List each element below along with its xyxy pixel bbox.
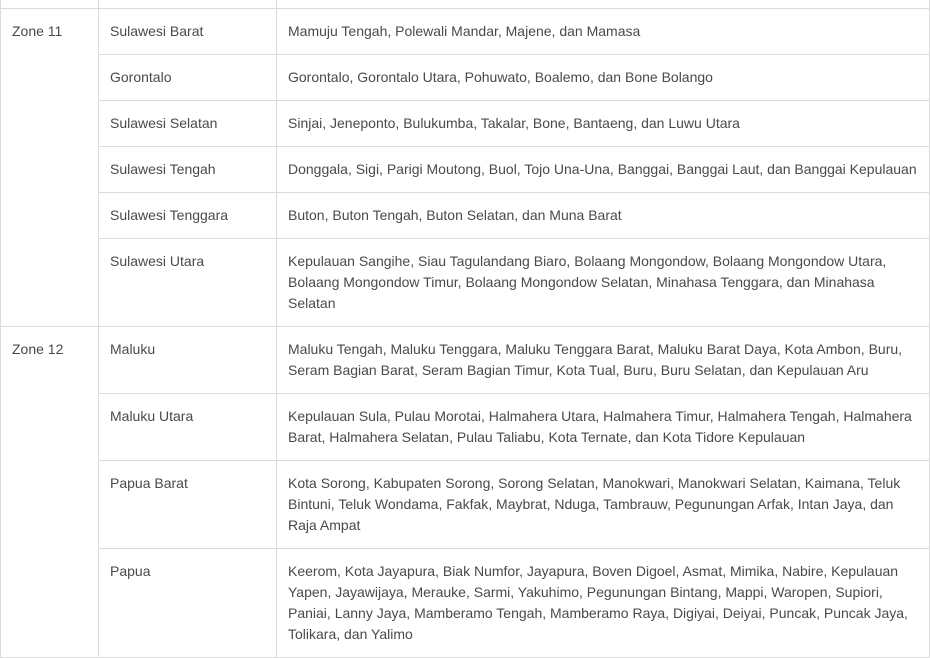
- table-row: [1, 394, 930, 461]
- table-row: [1, 461, 930, 549]
- table-row: [1, 549, 930, 658]
- province-name: Sulawesi Utara: [110, 253, 205, 269]
- districts-cell: [277, 461, 930, 549]
- table-row: [1, 327, 930, 394]
- districts-list: Kepulauan Sangihe, Siau Tagulandang Biaro, Bolaang Mongondow, Bolaang Mongondow Utara, Bolaang Mongondow Timur, Bolaang Mongondow Selatan, Minahasa Tenggara, dan Minahasa Selatan: [288, 253, 887, 311]
- districts-cell: [277, 394, 930, 461]
- table-row: [1, 193, 930, 239]
- province-cell: [99, 461, 277, 549]
- province-cell: [99, 239, 277, 327]
- districts-list: Sinjai, Jeneponto, Bulukumba, Takalar, Bone, Bantaeng, dan Luwu Utara: [288, 115, 740, 131]
- province-name: Sulawesi Tenggara: [110, 207, 229, 223]
- province-cell: [99, 101, 277, 147]
- province-name: Maluku Utara: [110, 408, 194, 424]
- table-row: [1, 9, 930, 55]
- province-cell: [99, 9, 277, 55]
- districts-list: Donggala, Sigi, Parigi Moutong, Buol, Tojo Una-Una, Banggai, Banggai Laut, dan Banggai Kepulauan: [288, 161, 917, 177]
- province-name: Papua Barat: [110, 475, 188, 491]
- districts-list: Kepulauan Sula, Pulau Morotai, Halmahera Utara, Halmahera Timur, Halmahera Tengah, Halmahera Barat, Halmahera Selatan, Pulau Taliabu, Kota Ternate, dan Kota Tidore Kepulauan: [288, 408, 912, 445]
- zone-label: Zone 11: [12, 23, 63, 39]
- districts-list: Gorontalo, Gorontalo Utara, Pohuwato, Boalemo, dan Bone Bolango: [288, 69, 713, 85]
- districts-cell: [277, 193, 930, 239]
- province-name: Sulawesi Selatan: [110, 115, 218, 131]
- zone-cell: [1, 327, 99, 658]
- districts-cell: [277, 9, 930, 55]
- province-cell: [99, 193, 277, 239]
- province-cell: [99, 394, 277, 461]
- districts-cell: [277, 239, 930, 327]
- province-cell-empty: [99, 0, 277, 9]
- province-cell: [99, 55, 277, 101]
- districts-list: Maluku Tengah, Maluku Tenggara, Maluku Tenggara Barat, Maluku Barat Daya, Kota Ambon, Buru, Seram Bagian Barat, Seram Bagian Timur, Kota Tual, Buru, Buru Selatan, dan Kepulauan Aru: [288, 341, 903, 378]
- province-name: Gorontalo: [110, 69, 172, 85]
- table-row: [1, 147, 930, 193]
- districts-list: Keerom, Kota Jayapura, Biak Numfor, Jayapura, Boven Digoel, Asmat, Mimika, Nabire, Kepulauan Yapen, Jayawijaya, Merauke, Sarmi, Yakuhimo, Pegunungan Bintang, Mappi, Waropen, Supiori, Paniai, Lanny Jaya, Mamberamo Tengah, Mamberamo Raya, Digiyai, Deiyai, Puncak, Puncak Jaya, Tolikara, dan Yalimo: [288, 563, 908, 642]
- table-row-top-edge: [1, 0, 930, 9]
- province-name: Sulawesi Barat: [110, 23, 204, 39]
- districts-cell: [277, 147, 930, 193]
- districts-cell: [277, 549, 930, 658]
- districts-cell: [277, 327, 930, 394]
- districts-cell: [277, 55, 930, 101]
- province-name: Papua: [110, 563, 151, 579]
- province-cell: [99, 327, 277, 394]
- table-row: [1, 55, 930, 101]
- zone-cell: [1, 9, 99, 327]
- zone-label: Zone 12: [12, 341, 64, 357]
- districts-cell: [277, 101, 930, 147]
- province-name: Sulawesi Tengah: [110, 161, 216, 177]
- province-cell: [99, 549, 277, 658]
- province-cell: [99, 147, 277, 193]
- zone-table-body: [1, 0, 930, 658]
- districts-cell-empty: [277, 0, 930, 9]
- districts-list: Kota Sorong, Kabupaten Sorong, Sorong Selatan, Manokwari, Manokwari Selatan, Kaimana, Teluk Bintuni, Teluk Wondama, Fakfak, Maybrat, Nduga, Tambrauw, Pegunungan Arfak, Intan Jaya, dan Raja Ampat: [288, 475, 901, 533]
- districts-list: Buton, Buton Tengah, Buton Selatan, dan Muna Barat: [288, 207, 622, 223]
- table-row: [1, 101, 930, 147]
- province-name: Maluku: [110, 341, 156, 357]
- zone-cell-empty: [1, 0, 99, 9]
- districts-list: Mamuju Tengah, Polewali Mandar, Majene, dan Mamasa: [288, 23, 641, 39]
- table-row: [1, 239, 930, 327]
